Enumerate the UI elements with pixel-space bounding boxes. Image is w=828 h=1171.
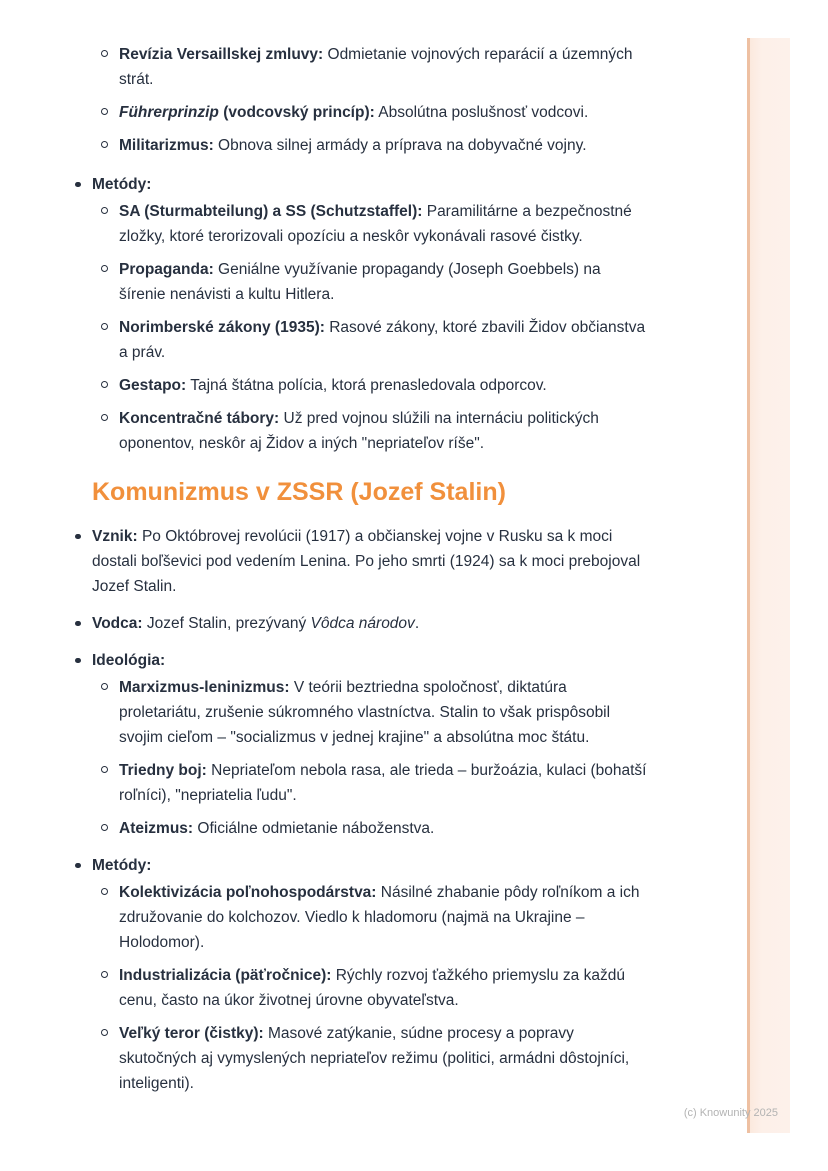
list-item <box>119 880 648 955</box>
list-item <box>119 406 648 456</box>
item-desc: Rýchly rozvoj ťažkého priemyslu za každú cenu, často na úkor životnej úrovne obyvateľstva. <box>119 967 625 1009</box>
section-heading: Komunizmus v ZSSR (Jozef Stalin) <box>92 478 506 506</box>
list-item <box>119 315 648 365</box>
nazism-methods-sublist <box>92 199 648 456</box>
item-label: Metódy: <box>92 857 152 874</box>
item-term: Norimberské zákony (1935): <box>119 319 325 336</box>
item-term-italic: Führerprinzip <box>119 104 219 121</box>
list-item <box>119 199 648 249</box>
item-term: SA (Sturmabteilung) a SS (Schutzstaffel): <box>119 203 423 220</box>
list-item <box>119 963 648 1013</box>
item-desc: Paramilitárne a bezpečnostné zložky, ktoré terorizovali opozíciu a neskôr vykonávali rasové čistky. <box>119 203 632 245</box>
item-term: Vznik: <box>92 528 138 545</box>
list-item <box>119 816 648 841</box>
item-term: Triedny boj: <box>119 762 207 779</box>
item-desc: V teórii beztriedna spoločnosť, diktatúra proletariátu, zrušenie súkromného vlastníctva. Stalin to však prispôsobil svojim cieľom – "socializmus v jednej krajine" a absolútna moc štátu. <box>119 679 611 746</box>
nazism-ideology-sublist <box>92 42 648 158</box>
list-item <box>119 257 648 307</box>
item-desc: Nepriateľom nebola rasa, ale trieda – buržoázia, kulaci (bohatší roľníci), "nepriatelia ľudu". <box>119 762 647 804</box>
item-label: Ideológia: <box>92 652 166 669</box>
communism-methods-sublist <box>92 880 648 1096</box>
item-term: Propaganda: <box>119 261 214 278</box>
item-desc: Obnova silnej armády a príprava na dobyvačné vojny. <box>213 137 587 154</box>
item-term: Vodca: <box>92 615 143 632</box>
list-item <box>119 373 648 398</box>
item-desc: Odmietanie vojnových reparácií a územných strát. <box>119 46 633 88</box>
item-term: Revízia Versaillskej zmluvy: <box>119 46 324 63</box>
item-term: (vodcovský princíp): <box>218 104 375 121</box>
item-desc: Geniálne využívanie propagandy (Joseph Goebbels) na šírenie nenávisti a kultu Hitlera. <box>119 261 601 303</box>
notes-content <box>92 40 648 1108</box>
item-term: Ateizmus: <box>119 820 194 837</box>
item-term: Militarizmus: <box>119 137 214 154</box>
list-item <box>92 853 648 1096</box>
item-label: Metódy: <box>92 176 152 193</box>
page-edge-accent-strip <box>747 38 790 1133</box>
list-item <box>92 648 648 841</box>
item-desc: . <box>414 615 420 632</box>
item-term: Gestapo: <box>119 377 187 394</box>
nazism-methods-list <box>92 172 648 456</box>
item-desc: Oficiálne odmietanie náboženstva. <box>193 820 435 837</box>
list-item <box>92 172 648 456</box>
item-term: Industrializácia (päťročnice): <box>119 967 332 984</box>
item-term: Kolektivizácia poľnohospodárstva: <box>119 884 377 901</box>
item-desc: Rasové zákony, ktoré zbavili Židov občianstva a práv. <box>119 319 646 361</box>
item-desc: Násilné zhabanie pôdy roľníkom a ich združovanie do kolchozov. Viedlo k hladomoru (najmä na Ukrajine – Holodomor). <box>119 884 640 951</box>
item-term: Koncentračné tábory: <box>119 410 280 427</box>
communism-list <box>92 524 648 1096</box>
list-item <box>119 42 648 92</box>
item-desc: Už pred vojnou slúžili na internáciu politických oponentov, neskôr aj Židov a iných "nepriateľov ríše". <box>119 410 599 452</box>
list-item <box>119 758 648 808</box>
list-item <box>119 675 648 750</box>
list-item <box>119 100 648 125</box>
item-desc: Absolútna poslušnosť vodcovi. <box>374 104 589 121</box>
list-item <box>119 1021 648 1096</box>
item-term: Marxizmus-leninizmus: <box>119 679 290 696</box>
list-item <box>119 133 648 158</box>
copyright-watermark: (c) Knowunity 2025 <box>683 1107 778 1119</box>
list-item <box>92 611 648 636</box>
item-term: Veľký teror (čistky): <box>119 1025 264 1042</box>
list-item <box>92 524 648 599</box>
item-desc: Jozef Stalin, prezývaný <box>142 615 311 632</box>
item-desc-italic: Vôdca národov <box>310 615 415 632</box>
item-desc: Masové zatýkanie, súdne procesy a popravy skutočných aj vymyslených nepriateľov režimu (politici, armádni dôstojníci, inteligenti). <box>119 1025 630 1092</box>
item-desc: Po Októbrovej revolúcii (1917) a občianskej vojne v Rusku sa k moci dostali boľševici pod vedením Lenina. Po jeho smrti (1924) sa k moci prebojoval Jozef Stalin. <box>92 528 641 595</box>
communism-ideology-sublist <box>92 675 648 841</box>
item-desc: Tajná štátna polícia, ktorá prenasledovala odporcov. <box>186 377 547 394</box>
